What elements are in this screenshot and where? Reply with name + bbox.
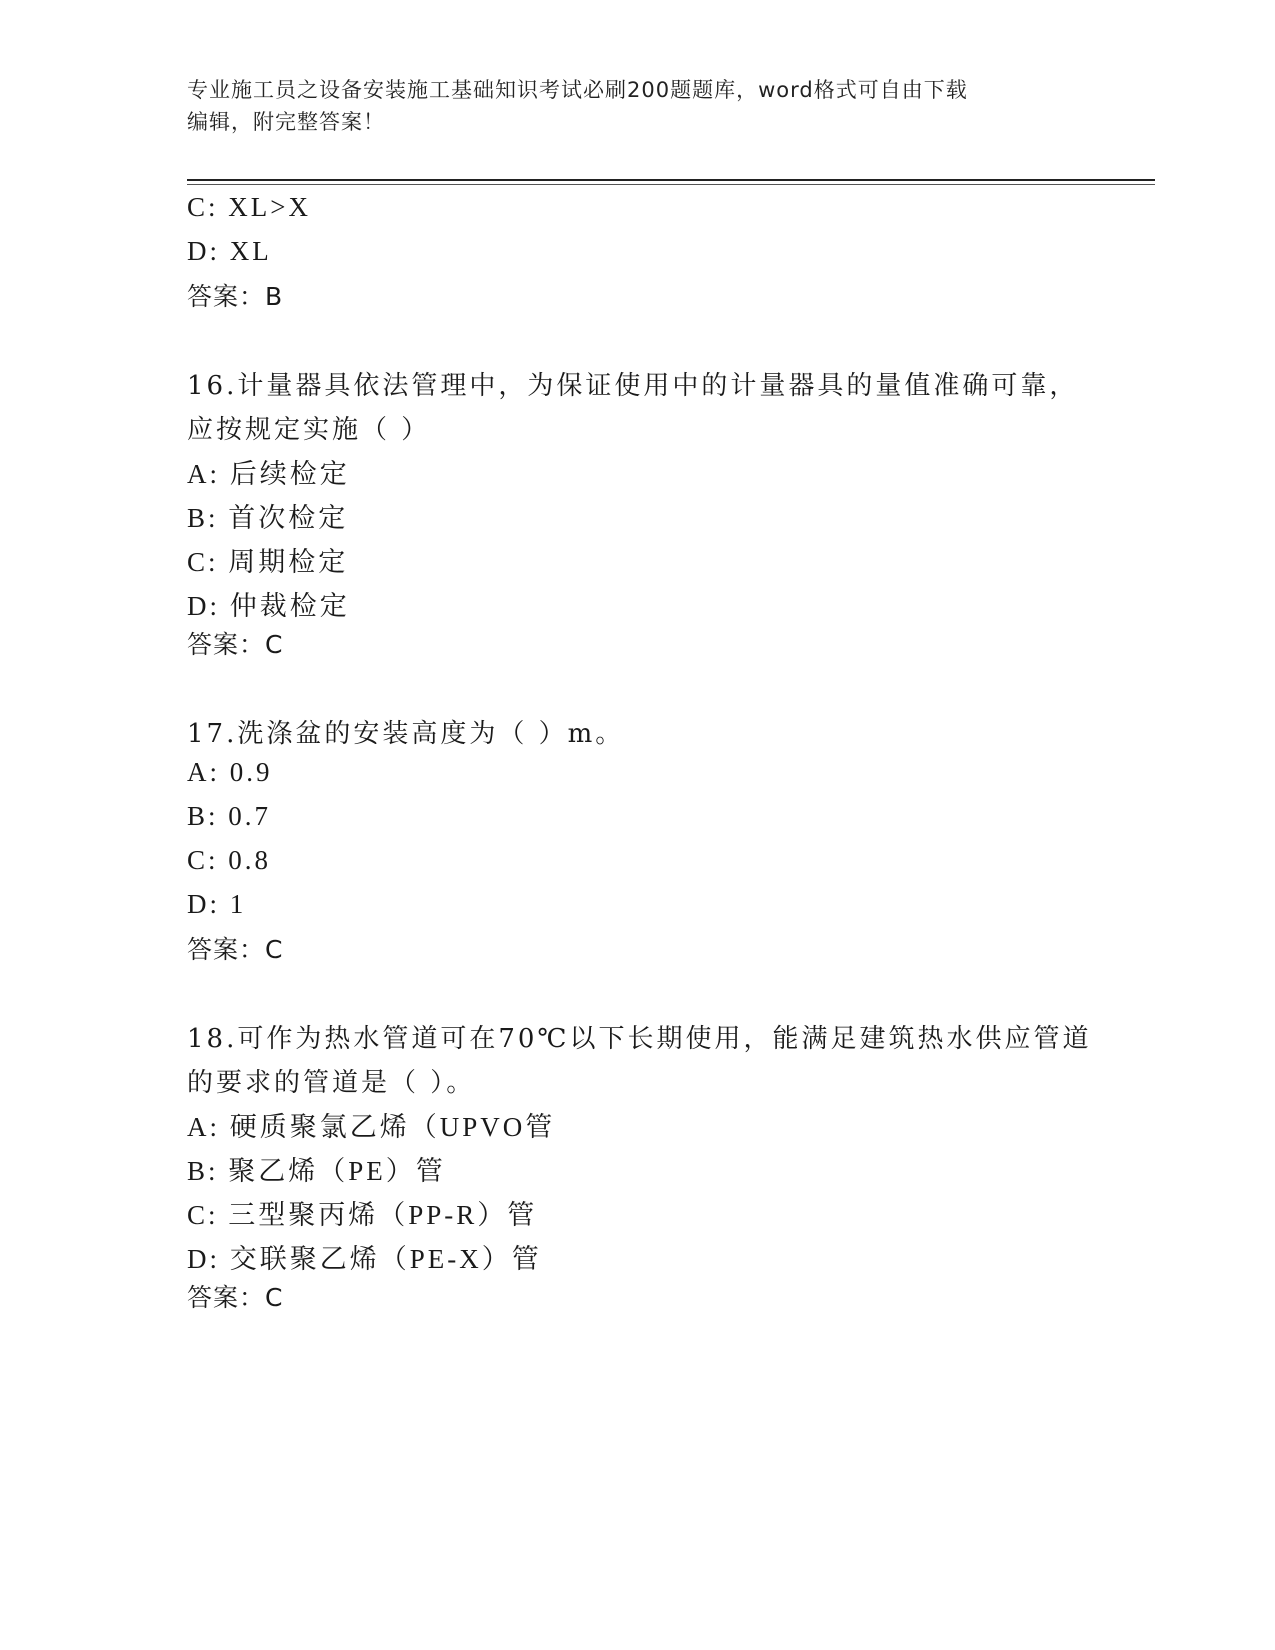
q17-option-d: D: 1 bbox=[187, 889, 247, 919]
q16-option-d: D: 仲裁检定 bbox=[187, 591, 350, 621]
q17-answer: 答案：C bbox=[187, 935, 284, 964]
q18-text-line-1: 18.可作为热水管道可在70℃以下长期使用，能满足建筑热水供应管道 bbox=[187, 1024, 1092, 1054]
q16-option-b: B: 首次检定 bbox=[187, 503, 349, 533]
q17-option-c: C: 0.8 bbox=[187, 845, 272, 875]
header-rule-thick bbox=[187, 179, 1155, 181]
header-rule-thin bbox=[187, 184, 1155, 185]
q16-text-line-1: 16.计量器具依法管理中，为保证使用中的计量器具的量值准确可靠， bbox=[187, 371, 1079, 401]
q16-text-line-2: 应按规定实施（ ） bbox=[187, 415, 431, 445]
document-header bbox=[187, 74, 1087, 138]
header-line-2: 编辑，附完整答案！ bbox=[187, 110, 385, 134]
q17-text-line-1: 17.洗涤盆的安装高度为（ ）m。 bbox=[187, 719, 625, 749]
q16-option-a: A: 后续检定 bbox=[187, 459, 350, 489]
q18-option-b: B: 聚乙烯（PE）管 bbox=[187, 1156, 446, 1186]
prev-option-d: D: XL bbox=[187, 236, 272, 266]
q16-answer: 答案：C bbox=[187, 630, 284, 659]
q18-text-line-2: 的要求的管道是（ ）。 bbox=[187, 1068, 476, 1098]
prev-option-c: C: XL>X bbox=[187, 192, 311, 222]
q18-answer: 答案：C bbox=[187, 1283, 284, 1312]
q17-option-b: B: 0.7 bbox=[187, 801, 272, 831]
prev-answer: 答案：B bbox=[187, 282, 284, 311]
header-line-1: 专业施工员之设备安装施工基础知识考试必刷200题题库，word格式可自由下载 bbox=[187, 78, 968, 102]
q18-option-c: C: 三型聚丙烯（PP-R）管 bbox=[187, 1200, 538, 1230]
q18-option-a: A: 硬质聚氯乙烯（UPVO管 bbox=[187, 1112, 556, 1142]
q17-option-a: A: 0.9 bbox=[187, 757, 273, 787]
q18-option-d: D: 交联聚乙烯（PE-X）管 bbox=[187, 1244, 542, 1274]
q16-option-c: C: 周期检定 bbox=[187, 547, 349, 577]
